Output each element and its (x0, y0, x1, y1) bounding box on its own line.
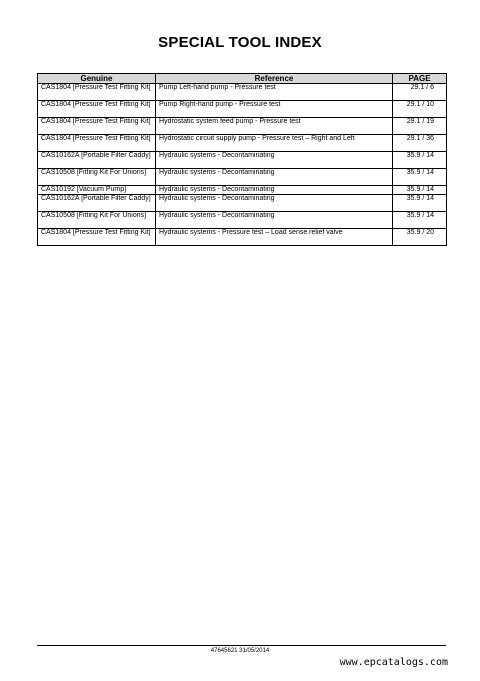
cell-reference: Pump Left-hand pump - Pressure test (156, 84, 393, 101)
footer-divider (37, 645, 446, 646)
column-header-page: PAGE (393, 74, 447, 84)
table-row (38, 186, 447, 195)
cell-genuine: CAS1804 [Pressure Test Fitting Kit] (38, 101, 156, 118)
cell-reference: Hydrostatic circuit supply pump - Pressure test – Right and Left (156, 135, 393, 152)
cell-genuine: CAS10192 [Vacuum Pump] (38, 186, 156, 195)
cell-reference: Hydrostatic system feed pump - Pressure test (156, 118, 393, 135)
table-row (38, 135, 447, 152)
cell-reference: Hydraulic systems - Decontaminating (156, 195, 393, 212)
cell-page: 29.1 / 6 (393, 84, 447, 101)
table-row (38, 195, 447, 212)
cell-page: 35.9 / 14 (393, 212, 447, 229)
special-tool-table (37, 73, 447, 246)
table-row (38, 169, 447, 186)
page-title: SPECIAL TOOL INDEX (158, 34, 322, 51)
cell-genuine: CAS1804 [Pressure Test Fitting Kit] (38, 84, 156, 101)
cell-reference: Hydraulic systems - Decontaminating (156, 212, 393, 229)
cell-page: 35.9 / 14 (393, 169, 447, 186)
cell-reference: Hydraulic systems - Decontaminating (156, 186, 393, 195)
cell-page: 35.9 / 20 (393, 229, 447, 246)
cell-page: 29.1 / 19 (393, 118, 447, 135)
column-header-reference: Reference (156, 74, 393, 84)
cell-page: 29.1 / 36 (393, 135, 447, 152)
cell-page: 35.9 / 14 (393, 152, 447, 169)
cell-genuine: CAS10162A [Portable Filter Caddy] (38, 195, 156, 212)
cell-genuine: CAS1804 [Pressure Test Fitting Kit] (38, 229, 156, 246)
cell-page: 29.1 / 10 (393, 101, 447, 118)
cell-genuine: CAS10508 [Fitting Kit For Unions] (38, 169, 156, 186)
cell-reference: Hydraulic systems - Pressure test – Load sense relief valve (156, 229, 393, 246)
watermark-url: www.epcatalogs.com (339, 657, 448, 668)
cell-genuine: CAS10162A [Portable Filter Caddy] (38, 152, 156, 169)
table-row (38, 84, 447, 101)
table-row (38, 152, 447, 169)
footer-document-code: 47645621 31/05/2014 (210, 648, 270, 654)
cell-reference: Hydraulic systems - Decontaminating (156, 152, 393, 169)
cell-page: 35.9 / 14 (393, 195, 447, 212)
cell-genuine: CAS1804 [Pressure Test Fitting Kit] (38, 135, 156, 152)
cell-genuine: CAS1804 [Pressure Test Fitting Kit] (38, 118, 156, 135)
cell-genuine: CAS10508 [Fitting Kit For Unions] (38, 212, 156, 229)
table-row (38, 212, 447, 229)
cell-page: 35.9 / 14 (393, 186, 447, 195)
table-row (38, 118, 447, 135)
table-header-row (38, 74, 447, 84)
cell-reference: Hydraulic systems - Decontaminating (156, 169, 393, 186)
cell-reference: Pump Right-hand pump - Pressure test (156, 101, 393, 118)
table-row (38, 229, 447, 246)
table-row (38, 101, 447, 118)
column-header-genuine: Genuine (38, 74, 156, 84)
